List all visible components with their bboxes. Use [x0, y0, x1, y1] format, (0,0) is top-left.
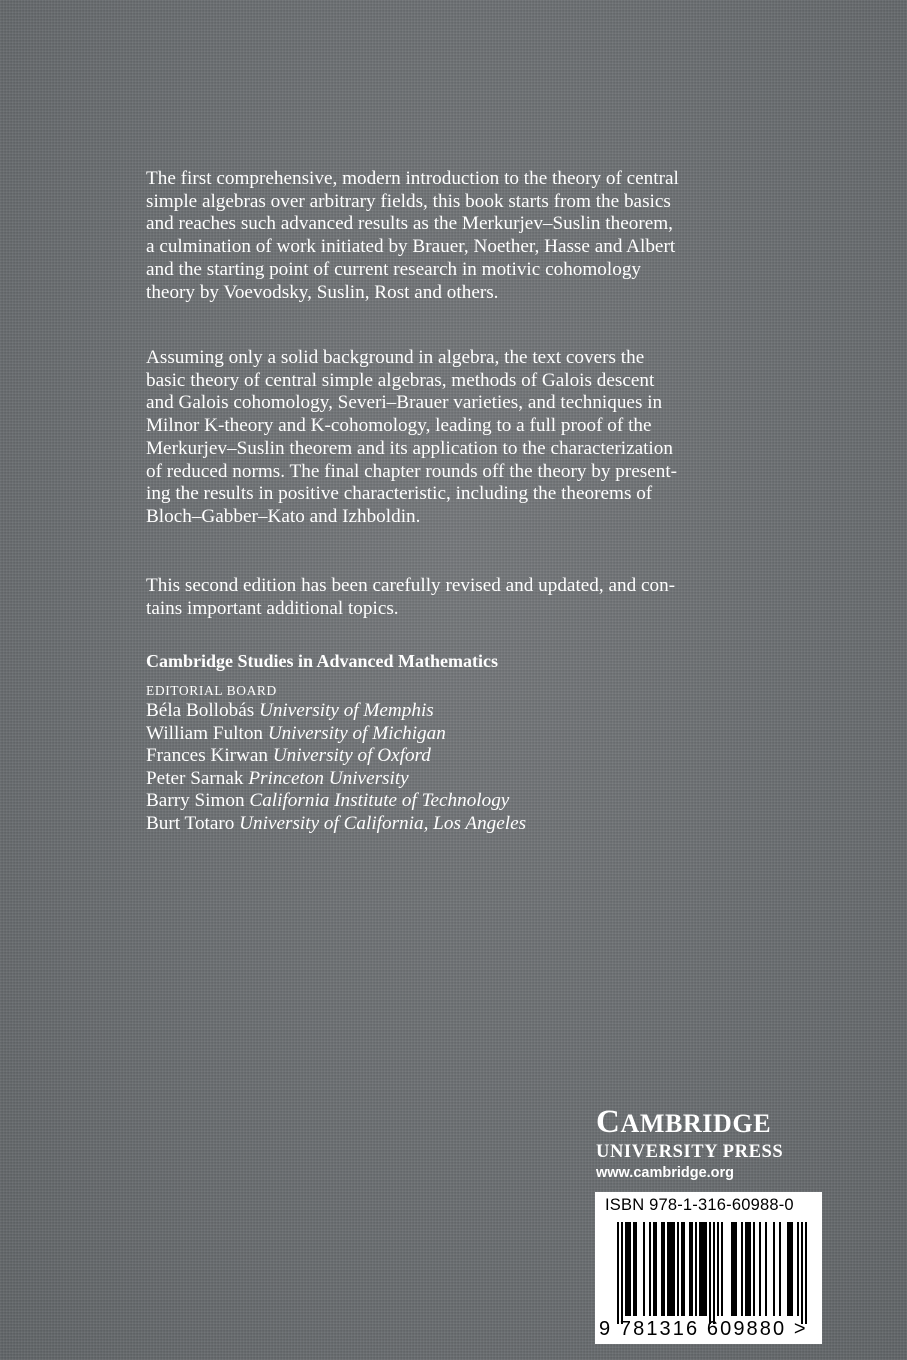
description-line: a culmination of work initiated by Brauer, Noether, Hasse and Albert: [146, 236, 676, 258]
description-line: simple algebras over arbitrary fields, this book starts from the basics: [146, 190, 671, 212]
board-member: [146, 813, 746, 836]
barcode-bar: [677, 1222, 679, 1316]
barcode-bar: [673, 1222, 675, 1316]
publisher-name-initial: C: [596, 1104, 621, 1140]
board-member: [146, 768, 746, 791]
member-name: Burt Totaro: [146, 812, 235, 834]
barcode-bar: [797, 1222, 799, 1316]
member-affiliation: Princeton University: [248, 767, 409, 789]
description-line: Milnor K-theory and K-cohomology, leading to a full proof of the: [146, 415, 652, 437]
member-affiliation: University of Michigan: [267, 722, 446, 744]
barcode-guard-bar: [805, 1222, 807, 1324]
description-line: This second edition has been carefully revised and updated, and con-: [146, 575, 676, 596]
editorial-board-list: [146, 700, 746, 836]
description-paragraph-2: [146, 347, 677, 529]
board-member: [146, 790, 746, 813]
barcode-bar: [773, 1222, 775, 1316]
barcode-bar: [735, 1222, 737, 1316]
barcode-bar: [629, 1222, 631, 1316]
isbn-barcode: [595, 1192, 822, 1344]
barcode-bar: [721, 1222, 723, 1316]
publisher-logo: [596, 1105, 826, 1183]
isbn-label: ISBN 978-1-316-60988-0: [605, 1196, 794, 1214]
barcode-bar: [681, 1222, 683, 1316]
barcode-bar: [683, 1222, 685, 1316]
description-line: basic theory of central simple algebras, methods of Galois descent: [146, 369, 655, 391]
publisher-press: UNIVERSITY PRESS: [596, 1142, 784, 1162]
barcode-digits: 9 781316 609880 >: [599, 1318, 808, 1340]
editorial-board-heading: EDITORIAL BOARD: [146, 683, 277, 698]
barcode-bar: [787, 1222, 789, 1316]
barcode-bar: [689, 1222, 691, 1316]
board-member: [146, 700, 746, 723]
description-line: The first comprehensive, modern introduction to the theory of central: [146, 168, 679, 189]
barcode-guard-bar: [713, 1222, 715, 1324]
barcode-guard-bar: [617, 1222, 619, 1324]
barcode-bar: [717, 1222, 719, 1316]
barcode-bar: [779, 1222, 781, 1316]
publisher-name: [596, 1105, 826, 1141]
barcode-bar: [671, 1222, 673, 1316]
description-line: ing the results in positive characteristic, including the theorems of: [146, 483, 653, 505]
barcode-guard-bar: [801, 1222, 803, 1324]
barcode-bar: [695, 1222, 697, 1316]
description-line: Bloch–Gabber–Kato and Izhboldin.: [146, 505, 421, 527]
barcode-bar: [703, 1222, 705, 1316]
barcode-bar: [733, 1222, 735, 1316]
description-paragraph-1: [146, 168, 679, 304]
barcode-bar: [643, 1222, 645, 1316]
barcode-bar: [789, 1222, 791, 1316]
barcode-bar: [699, 1222, 701, 1316]
barcode-bar: [661, 1222, 663, 1316]
series-section: [146, 650, 746, 836]
barcode-bar: [791, 1222, 793, 1316]
series-title: Cambridge Studies in Advanced Mathematics: [146, 651, 499, 671]
description-line: theory by Voevodsky, Suslin, Rost and others.: [146, 281, 499, 303]
barcode-bar: [705, 1222, 707, 1316]
barcode-bar: [635, 1222, 637, 1316]
barcode-bar: [649, 1222, 651, 1316]
member-name: Barry Simon: [146, 790, 245, 812]
description-paragraph-3: [146, 575, 675, 620]
barcode-bar: [701, 1222, 703, 1316]
member-affiliation: University of Oxford: [272, 745, 431, 767]
barcode-bar: [663, 1222, 665, 1316]
barcode-bar: [667, 1222, 669, 1316]
member-name: Béla Bollobás: [146, 700, 255, 721]
barcode-bar: [749, 1222, 751, 1316]
barcode-bar: [745, 1222, 747, 1316]
barcode-bar: [741, 1222, 743, 1316]
barcode-bar: [633, 1222, 635, 1316]
barcode-bar: [653, 1222, 655, 1316]
member-affiliation: California Institute of Technology: [249, 790, 510, 812]
member-name: Frances Kirwan: [146, 745, 269, 767]
barcode-bar: [669, 1222, 671, 1316]
description-line: Merkurjev–Suslin theorem and its application to the characterization: [146, 437, 673, 459]
barcode-bar: [627, 1222, 629, 1316]
barcode-bar: [691, 1222, 693, 1316]
description-line: of reduced norms. The final chapter rounds off the theory by present-: [146, 460, 678, 482]
board-member: [146, 723, 746, 746]
member-affiliation: University of California, Los Angeles: [239, 812, 527, 834]
barcode-bar: [765, 1222, 767, 1316]
barcode-bar: [625, 1222, 627, 1316]
publisher-url: www.cambridge.org: [596, 1165, 735, 1181]
description-line: and the starting point of current research in motivic cohomology: [146, 258, 642, 280]
member-affiliation: University of Memphis: [258, 700, 434, 721]
barcode-bar: [655, 1222, 657, 1316]
description-line: tains important additional topics.: [146, 597, 399, 619]
description-line: Assuming only a solid background in algebra, the text covers the: [146, 347, 645, 368]
barcode-guard-bar: [621, 1222, 623, 1324]
description-line: and Galois cohomology, Severi–Brauer varieties, and techniques in: [146, 392, 663, 414]
barcode-bar: [747, 1222, 749, 1316]
description-line: and reaches such advanced results as the Merkurjev–Suslin theorem,: [146, 213, 673, 235]
member-name: William Fulton: [146, 722, 264, 744]
member-name: Peter Sarnak: [146, 767, 244, 789]
barcode-bar: [753, 1222, 755, 1316]
barcode-bar: [759, 1222, 761, 1316]
publisher-name-rest: AMBRIDGE: [620, 1109, 772, 1138]
barcode-bar: [731, 1222, 733, 1316]
barcode-guard-bar: [709, 1222, 711, 1324]
board-member: [146, 745, 746, 768]
